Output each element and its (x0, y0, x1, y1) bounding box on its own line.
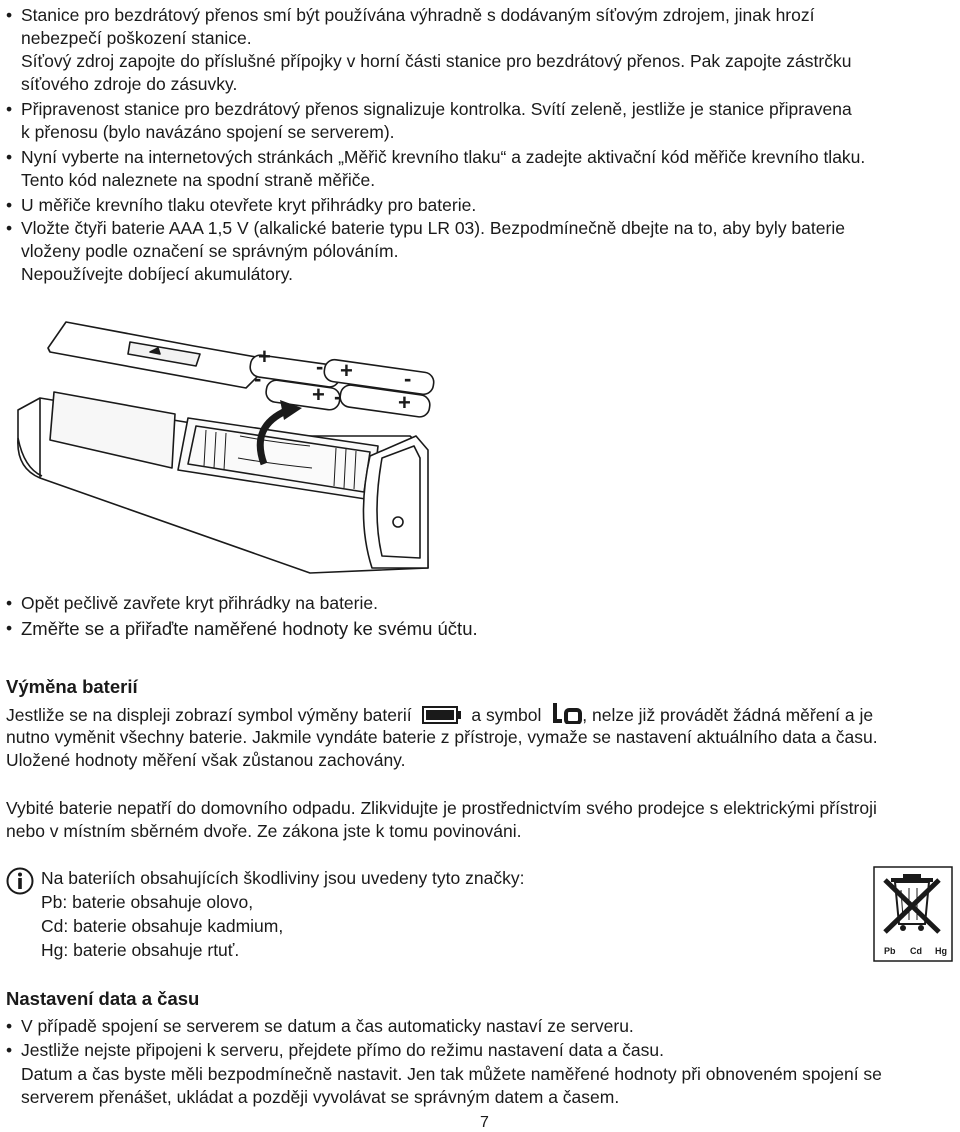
bullet-dot: • (6, 593, 13, 613)
minus-sign: - (254, 366, 262, 391)
text-fragment: Jestliže se na displeji zobrazí symbol výměny baterií (6, 705, 412, 725)
text-line: Nyní vyberte na internetových stránkách „Měřič krevního tlaku“ a zadejte aktivační kód měřiče krevního tlaku. (21, 147, 866, 167)
plus-sign: + (312, 382, 325, 407)
text-line: Vybité baterie nepatří do domovního odpadu. Zlikvidujte je prostřednictvím svého prodejce s elektrickými přístroji (6, 798, 877, 818)
bullet-dot: • (6, 618, 13, 638)
plus-sign: + (258, 344, 271, 369)
text-line: nebo v místním sběrném dvoře. Ze zákona jste k tomu povinováni. (6, 821, 522, 841)
bullet-dot: • (6, 1016, 13, 1036)
text-line: Datum a čas byste měli bezpodmínečně nastavit. Jen tak můžete naměřené hodnoty při obnoveném spojení se (21, 1064, 882, 1084)
text-line: Hg: baterie obsahuje rtuť. (41, 940, 240, 960)
info-icon (6, 867, 34, 895)
crossed-out-bin-icon (873, 866, 953, 962)
text-line: Cd: baterie obsahuje kadmium, (41, 916, 284, 936)
page-number: 7 (480, 1114, 489, 1131)
minus-sign: - (316, 354, 324, 379)
text-line: vloženy podle označení se správným pólováním. (21, 241, 399, 261)
text-line: Připravenost stanice pro bezdrátový přenos signalizuje kontrolka. Svítí zeleně, jestliže je stanice připravena (21, 99, 852, 119)
text-line: nebezpečí poškození stanice. (21, 28, 252, 48)
plus-sign: + (340, 358, 353, 383)
text-line: serverem přenášet, ukládat a později vyvolávat se správným datem a časem. (21, 1087, 620, 1107)
plus-sign: + (398, 390, 411, 415)
text-line: Nepoužívejte dobíjecí akumulátory. (21, 264, 294, 284)
text-line: k přenosu (bylo navázáno spojení se serverem). (21, 122, 395, 142)
text-line: Na bateriích obsahujících škodliviny jsou uvedeny tyto značky: (41, 868, 525, 888)
section-heading-battery: Výměna baterií (6, 676, 138, 697)
text-line: Tento kód naleznete na spodní straně měřiče. (21, 170, 376, 190)
text-line: síťového zdroje do zásuvky. (21, 74, 238, 94)
text-line: Změřte se a přiřaďte naměřené hodnoty ke svému účtu. (21, 618, 478, 639)
text-fragment: a symbol (471, 705, 542, 725)
battery-paragraph-line1 (6, 702, 873, 727)
text-line: Pb: baterie obsahuje olovo, (41, 892, 254, 912)
section-heading-datetime: Nastavení data a času (6, 988, 200, 1009)
text-line: Uložené hodnoty měření však zůstanou zachovány. (6, 750, 406, 770)
bin-label-pb: Pb (884, 946, 896, 956)
bullet-dot: • (6, 218, 13, 238)
lo-display-icon (552, 702, 582, 724)
battery-low-icon (422, 706, 462, 724)
bullet-dot: • (6, 195, 13, 215)
text-line: Stanice pro bezdrátový přenos smí být používána výhradně s dodávaným síťovým zdrojem, jinak hrozí (21, 5, 815, 25)
minus-sign: - (334, 384, 342, 409)
text-line: Opět pečlivě zavřete kryt přihrádky na baterie. (21, 593, 378, 613)
bullet-dot: • (6, 1040, 13, 1060)
bin-label-hg: Hg (935, 946, 947, 956)
text-line: Vložte čtyři baterie AAA 1,5 V (alkalické baterie typu LR 03). Bezpodmínečně dbejte na to, aby byly baterie (21, 218, 845, 238)
bullet-dot: • (6, 5, 13, 25)
bullet-dot: • (6, 147, 13, 167)
bullet-dot: • (6, 99, 13, 119)
text-line: Síťový zdroj zapojte do příslušné přípojky v horní části stanice pro bezdrátový přenos. Pak zapojte zástrčku (21, 51, 852, 71)
text-line: U měřiče krevního tlaku otevřete kryt přihrádky pro baterie. (21, 195, 477, 215)
text-line: Jestliže nejste připojeni k serveru, přejdete přímo do režimu nastavení data a času. (21, 1040, 664, 1060)
bin-label-cd: Cd (910, 946, 922, 956)
text-line: V případě spojení se serverem se datum a čas automaticky nastaví ze serveru. (21, 1016, 634, 1036)
text-line: nutno vyměnit všechny baterie. Jakmile vyndáte baterie z přístroje, vymaže se nastavení aktuálního data a času. (6, 727, 878, 747)
text-fragment: , nelze již provádět žádná měření a je (582, 705, 874, 725)
battery-insertion-illustration (10, 318, 450, 580)
minus-sign: - (404, 366, 412, 391)
